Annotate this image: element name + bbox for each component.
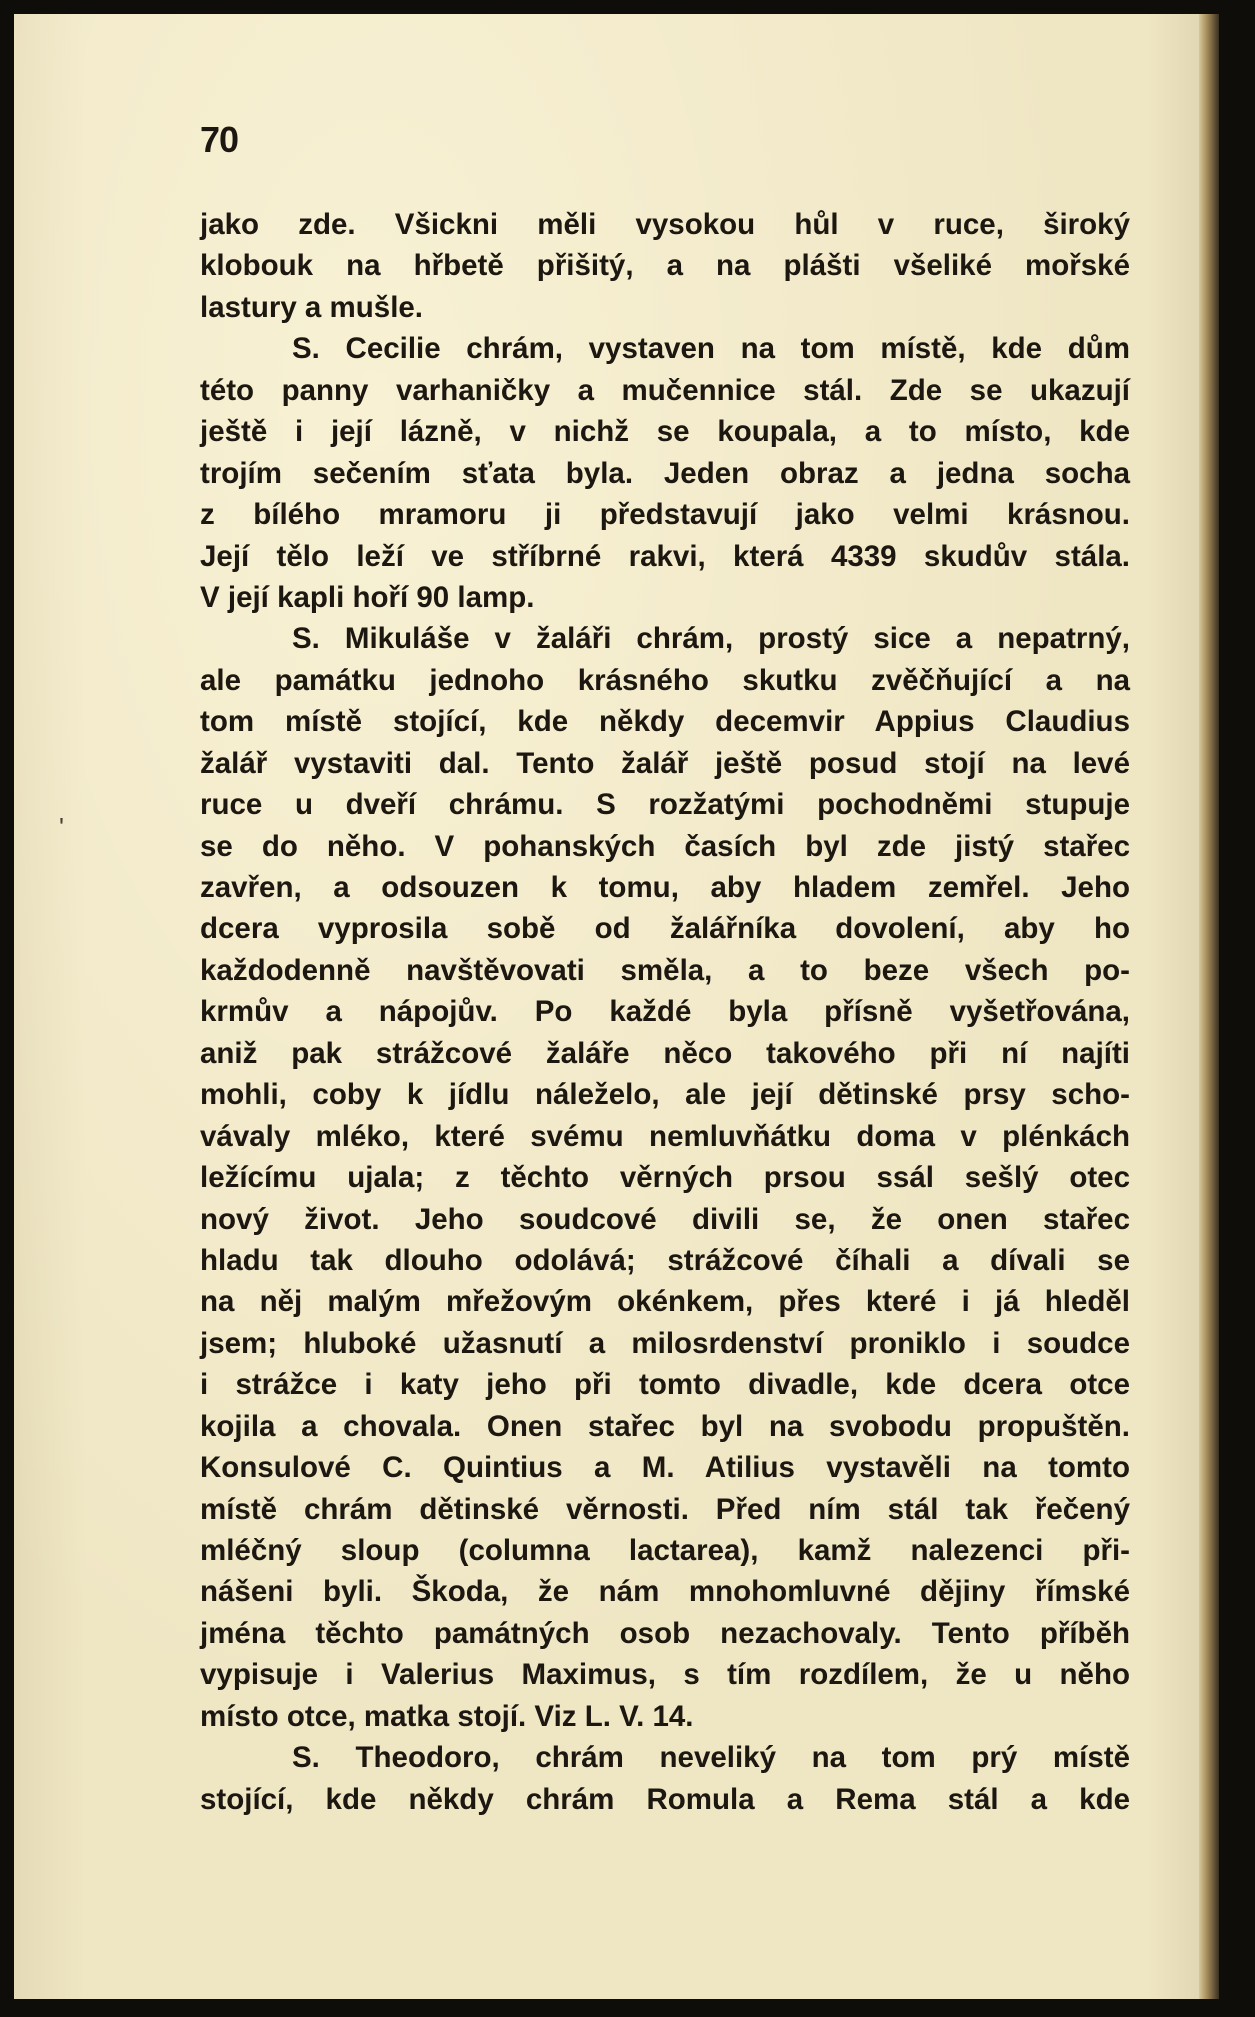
text-line: krmův a nápojův. Po každé byla přísně vyšetřována, — [200, 995, 1130, 1029]
text-line: dcera vyprosila sobě od žalářníka dovolení, aby ho — [200, 912, 1130, 946]
book-page — [14, 14, 1219, 1999]
text-line: ležícímu ujala; z těchto věrných prsou ssál sešlý otec — [200, 1161, 1130, 1195]
text-line: nášeni byli. Škoda, že nám mnohomluvné dějiny římské — [200, 1575, 1130, 1609]
text-line: trojím sečením sťata byla. Jeden obraz a jedna socha — [200, 456, 1130, 490]
text-line: mohli, coby k jídlu náleželo, ale její dětinské prsy scho- — [200, 1078, 1130, 1112]
text-body — [200, 204, 1130, 1820]
text-line: nový život. Jeho soudcové divili se, že onen stařec — [200, 1202, 1130, 1236]
text-line: jsem; hluboké užasnutí a milosrdenství proniklo i soudce — [200, 1326, 1130, 1360]
text-line: stojící, kde někdy chrám Romula a Rema stál a kde — [200, 1782, 1130, 1816]
text-line: zavřen, a odsouzen k tomu, aby hladem zemřel. Jeho — [200, 871, 1130, 904]
page-number: 70 — [200, 119, 239, 160]
text-line: mléčný sloup (columna lactarea), kamž nalezenci při- — [200, 1534, 1130, 1567]
text-line: žalář vystaviti dal. Tento žalář ještě posud stojí na levé — [200, 746, 1130, 780]
text-line: místě chrám dětinské věrnosti. Před ním stál tak řečený — [200, 1492, 1130, 1526]
text-line: vypisuje i Valerius Maximus, s tím rozdílem, že u něho — [200, 1658, 1130, 1692]
text-line: i strážce i katy jeho při tomto divadle, kde dcera otce — [200, 1368, 1130, 1402]
margin-mark: ' — [59, 812, 64, 842]
text-line: této panny varhaničky a mučennice stál. Zde se ukazují — [200, 373, 1130, 407]
text-line: Konsulové C. Quintius a M. Atilius vystavěli na tomto — [200, 1451, 1130, 1485]
text-line: místo otce, matka stojí. Viz L. V. 14. — [200, 1699, 694, 1733]
text-line: lastury a mušle. — [200, 290, 423, 324]
text-line: ruce u dveří chrámu. S rozžatými pochodněmi stupuje — [200, 788, 1130, 822]
text-line: kojila a chovala. Onen stařec byl na svobodu propuštěn. — [200, 1409, 1130, 1443]
text-line: vávaly mléko, které svému nemluvňátku doma v plénkách — [200, 1119, 1130, 1153]
text-line: S. Mikuláše v žaláři chrám, prostý sice a nepatrný, — [292, 622, 1130, 656]
text-line: hladu tak dlouho odolává; strážcové číhali a dívali se — [200, 1243, 1130, 1277]
text-line: z bílého mramoru ji představují jako velmi krásnou. — [200, 498, 1130, 532]
text-line: ale památku jednoho krásného skutku zvěčňující a na — [200, 663, 1130, 697]
text-line: aniž pak strážcové žaláře něco takového při ní najíti — [200, 1036, 1130, 1070]
text-line: V její kapli hoří 90 lamp. — [200, 580, 535, 614]
text-line: každodenně navštěvovati směla, a to beze všech po- — [200, 953, 1130, 987]
text-line: S. Cecilie chrám, vystaven na tom místě, kde dům — [292, 332, 1130, 366]
text-line: jména těchto památných osob nezachovaly. Tento příběh — [200, 1616, 1130, 1650]
text-line: Její tělo leží ve stříbrné rakvi, která 4339 skudův stála. — [200, 539, 1130, 573]
page-gutter — [1199, 14, 1219, 1999]
text-line: se do něho. V pohanských časích byl zde jistý stařec — [200, 829, 1130, 863]
text-line: S. Theodoro, chrám neveliký na tom prý místě — [292, 1741, 1130, 1775]
text-line: klobouk na hřbetě přišitý, a na plášti všeliké mořské — [200, 249, 1130, 283]
text-line: ještě i její lázně, v nichž se koupala, a to místo, kde — [200, 415, 1130, 449]
text-line: jako zde. Všickni měli vysokou hůl v ruce, široký — [200, 208, 1130, 241]
text-line: tom místě stojící, kde někdy decemvir Appius Claudius — [200, 705, 1130, 739]
text-line: na něj malým mřežovým okénkem, přes které i já hleděl — [200, 1285, 1130, 1319]
